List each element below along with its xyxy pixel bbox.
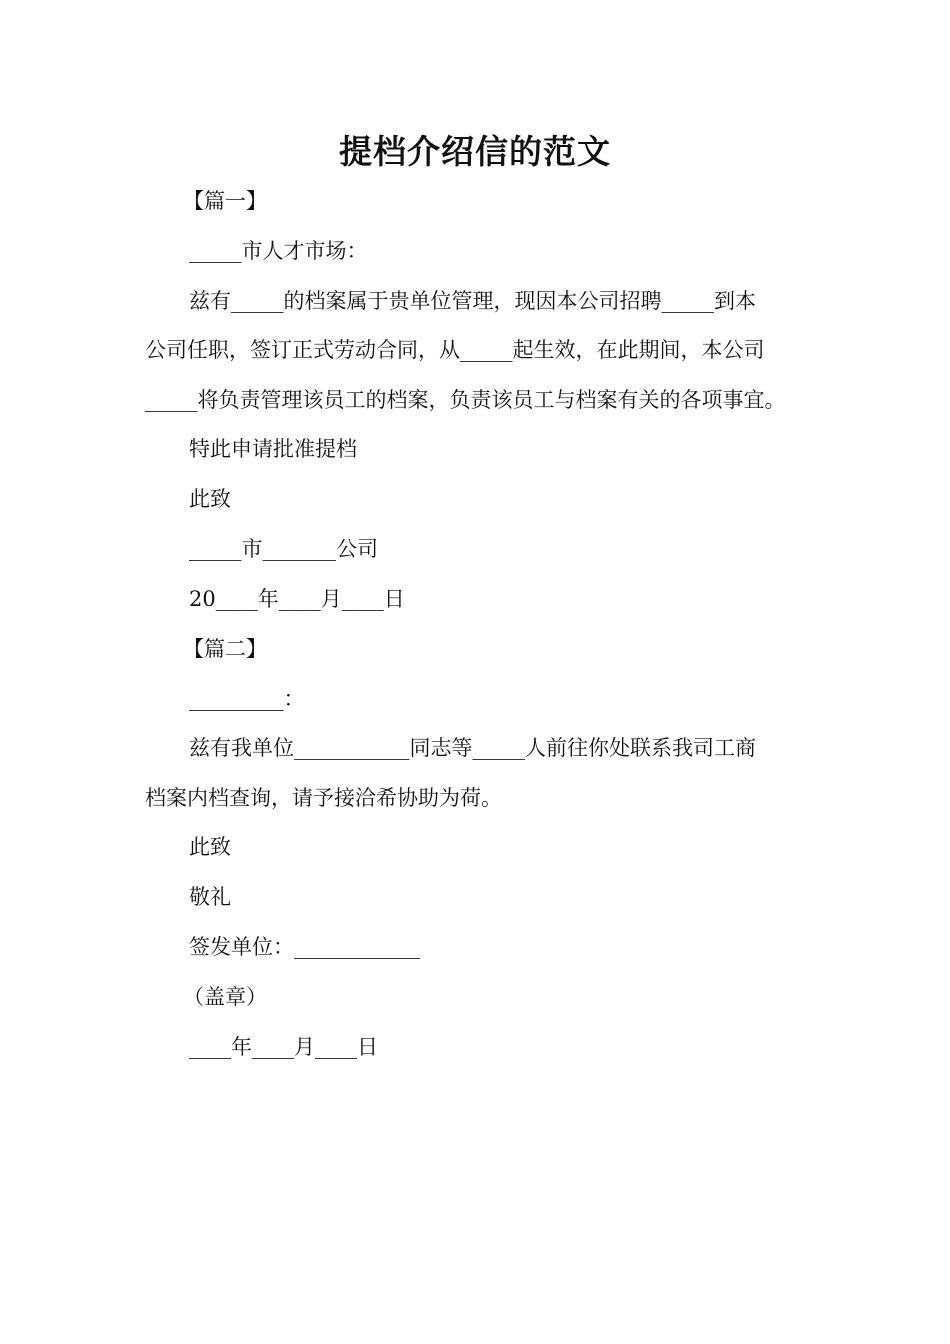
section2-salutation: _________：: [189, 687, 305, 711]
section1-heading: 【篇一】: [183, 189, 267, 213]
section1-closing: 此致: [189, 487, 231, 511]
section1-body-line: _____将负责管理该员工的档案，负责该员工与档案有关的各项事宜。: [145, 388, 786, 412]
section2-issuer: 签发单位：____________: [189, 935, 420, 959]
section1-date: 20____年____月____日: [189, 587, 405, 611]
section1-request: 特此申请批准提档: [189, 437, 357, 461]
section2-body-line: 档案内档查询，请予接洽希协助为荷。: [145, 786, 502, 810]
section2-body-line: 兹有我单位___________同志等_____人前往你处联系我司工商: [189, 736, 756, 760]
section1-signature: _____市_______公司: [189, 537, 378, 561]
section2-closing: 此致: [189, 835, 231, 859]
section2-seal: （盖章）: [183, 985, 267, 1009]
section2-date: ____年____月____日: [189, 1035, 378, 1059]
section1-salutation: _____市人才市场：: [189, 239, 368, 263]
document-title: 提档介绍信的范文: [339, 132, 611, 171]
section1-body-line: 兹有_____的档案属于贵单位管理，现因本公司招聘_____到本: [189, 289, 756, 313]
section2-regards: 敬礼: [189, 885, 231, 909]
section1-body-line: 公司任职，签订正式劳动合同，从_____起生效，在此期间，本公司: [145, 338, 765, 362]
section2-heading: 【篇二】: [183, 637, 267, 661]
